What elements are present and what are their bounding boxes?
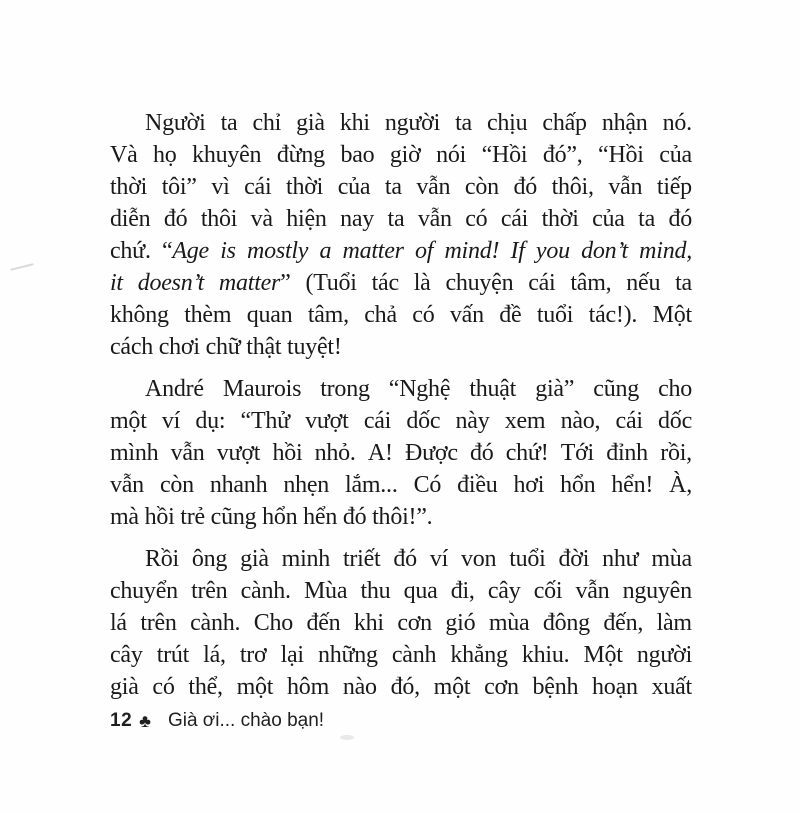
text-line: chứ. “Age is mostly a matter of mind! If you don’t mind,: [110, 238, 692, 264]
scan-smudge: [10, 263, 34, 271]
text-line: không thèm quan tâm, chả có vấn đề tuổi tác!). Một: [110, 302, 692, 328]
text-line: mà hồi trẻ cũng hổn hển đó thôi!”.: [110, 504, 433, 530]
text-line: thời tôi” vì cái thời của ta vẫn còn đó thôi, vẫn tiếp: [110, 174, 692, 200]
text-line: André Maurois trong “Nghệ thuật già” cũng cho: [145, 376, 692, 402]
paragraph: [110, 373, 692, 533]
text-block: [110, 107, 692, 703]
text-line: lá trên cành. Cho đến khi cơn gió mùa đông đến, làm: [110, 610, 692, 636]
paragraph: [110, 543, 692, 703]
text-line: cách chơi chữ thật tuyệt!: [110, 334, 342, 360]
paragraph: [110, 107, 692, 363]
page-number: 12: [110, 710, 133, 731]
text-line: một ví dụ: “Thử vượt cái dốc này xem nào, cái dốc: [110, 408, 692, 434]
page-footer: [110, 710, 324, 732]
text-line: cây trút lá, trơ lại những cành khẳng khiu. Một người: [110, 642, 692, 668]
text-line: vẫn còn nhanh nhẹn lắm... Có điều hơi hổn hển! À,: [110, 472, 692, 498]
club-suit-icon: ♣: [139, 711, 151, 731]
book-title: Già ơi... chào bạn!: [167, 710, 325, 731]
text-line: it doesn’t matter” (Tuổi tác là chuyện cái tâm, nếu ta: [110, 270, 692, 296]
text-line: diễn đó thôi và hiện nay ta vẫn có cái thời của ta đó: [110, 206, 692, 232]
text-line: chuyển trên cành. Mùa thu qua đi, cây cối vẫn nguyên: [110, 578, 692, 604]
text-line: mình vẫn vượt hồi nhỏ. A! Được đó chứ! Tới đỉnh rồi,: [110, 440, 692, 466]
text-line: già có thể, một hôm nào đó, một cơn bệnh hoạn xuất: [110, 674, 692, 700]
text-line: Người ta chỉ già khi người ta chịu chấp nhận nó.: [145, 110, 692, 136]
text-line: Và họ khuyên đừng bao giờ nói “Hồi đó”, “Hồi của: [110, 142, 692, 168]
scan-smudge: [340, 735, 354, 740]
text-line: Rồi ông già minh triết đó ví von tuổi đời như mùa: [145, 546, 692, 572]
